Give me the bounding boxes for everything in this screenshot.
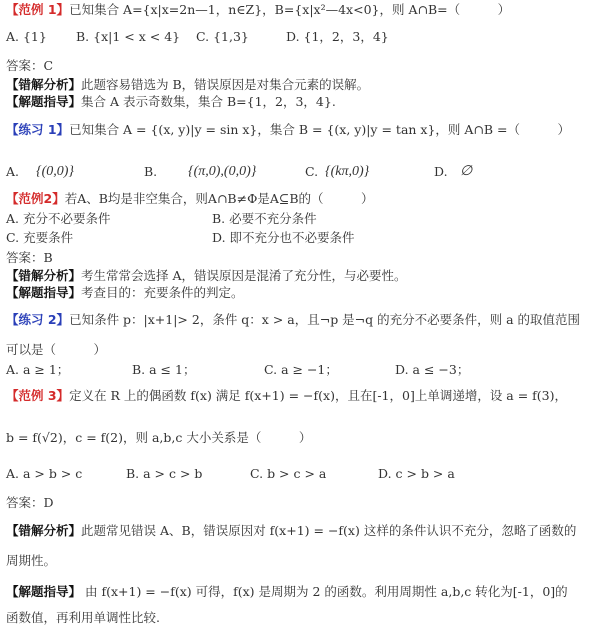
example-1-answer: 答案：C	[6, 58, 54, 73]
example-2-analysis-tag: 【错解分析】	[6, 268, 82, 283]
example-1-tag: 【范例 1】	[6, 2, 70, 17]
example-1-analysis	[6, 76, 369, 94]
practice-1-option-b: {(π,0),(0,0)}	[188, 164, 257, 179]
example-2-option-a: A. 充分不必要条件	[6, 211, 111, 226]
practice-2-question	[6, 311, 580, 329]
example-3-analysis-text: 此题常见错误 A、B，错误原因对 f(x+1) = −f(x) 这样的条件认识不充分，忽略了函数的	[81, 523, 577, 538]
example-3-text: 定义在 R 上的偶函数 f(x) 满足 f(x+1) = −f(x)，且在[-1，0]上单调递增，设 a = f(3)，	[69, 388, 568, 403]
example-2-guide-tag: 【解题指导】	[6, 285, 82, 300]
practice-2-option-b: B. a ≤ 1；	[132, 362, 196, 377]
example-3-tag: 【范例 3】	[6, 388, 70, 403]
example-1-analysis-text: 此题容易错选为 B，错误原因是对集合元素的误解。	[81, 77, 370, 92]
example-1-option-a: A. {1}	[6, 29, 47, 44]
example-2-text: 若A、B均是非空集合，则A∩B≠Φ是A⊆B的（ ）	[64, 191, 374, 206]
example-2-answer: 答案：B	[6, 250, 53, 265]
example-3-guide-text: 由 f(x+1) = −f(x) 可得，f(x) 是周期为 2 的函数。利用周期性 a,b,c 转化为[-1，0]的	[81, 584, 568, 599]
example-1-option-b: B. {x|1 < x < 4}	[76, 29, 181, 44]
practice-2-option-c: C. a ≥ −1；	[264, 362, 338, 377]
example-3-analysis-cont: 周期性。	[6, 553, 57, 568]
example-3-option-b: B. a > c > b	[126, 466, 203, 481]
example-1-guide-tag: 【解题指导】	[6, 94, 82, 109]
practice-1-option-d: ∅	[460, 164, 473, 179]
example-3-option-a: A. a > b > c	[6, 466, 83, 481]
practice-1-option-b-label: B.	[144, 164, 158, 179]
example-3-question	[6, 387, 567, 405]
practice-2-option-a: A. a ≥ 1；	[6, 362, 70, 377]
practice-1-option-d-label: D.	[434, 164, 448, 179]
example-2-analysis-text: 考生常常会选择 A，错误原因是混淆了充分性，与必要性。	[81, 268, 407, 283]
practice-2-text: 已知条件 p：|x+1|> 2，条件 q：x > a，且¬p 是¬q 的充分不必要条件，则 a 的取值范围	[69, 312, 581, 327]
practice-1-option-a-label: A.	[6, 164, 20, 179]
practice-1-tag: 【练习 1】	[6, 122, 70, 137]
practice-2-option-d: D. a ≤ −3；	[395, 362, 470, 377]
example-3-option-c: C. b > c > a	[250, 466, 327, 481]
practice-1-text: 已知集合 A = {(x, y)|y = sin x}，集合 B = {(x, y)|y = tan x}，则 A∩B =（ ）	[69, 122, 571, 137]
example-3-analysis-tag: 【错解分析】	[6, 523, 82, 538]
example-2-option-d: D. 即不充分也不必要条件	[212, 230, 355, 245]
example-3-guide-cont: 函数值，再利用单调性比较.	[6, 610, 160, 625]
practice-1-question	[6, 121, 570, 139]
example-3-question-cont: b = f(√2)，c = f(2)，则 a,b,c 大小关系是（ ）	[6, 430, 312, 445]
example-3-answer: 答案：D	[6, 495, 54, 510]
practice-2-tag: 【练习 2】	[6, 312, 70, 327]
example-3-option-d: D. c > b > a	[378, 466, 455, 481]
practice-2-question-cont: 可以是（ ）	[6, 342, 107, 357]
practice-1-option-c: {(kπ,0)}	[325, 164, 370, 179]
example-2-guide	[6, 284, 244, 302]
example-2-option-c: C. 充要条件	[6, 230, 74, 245]
example-2-option-b: B. 必要不充分条件	[212, 211, 317, 226]
example-1-option-c: C. {1,3}	[196, 29, 249, 44]
practice-1-option-a: {(0,0)}	[36, 164, 75, 179]
example-1-question	[6, 1, 510, 19]
example-2-question	[6, 190, 374, 208]
example-2-analysis	[6, 267, 407, 285]
example-3-guide-tag: 【解题指导】	[6, 584, 82, 599]
example-1-guide-text: 集合 A 表示奇数集，集合 B={1，2，3，4}.	[81, 94, 336, 109]
example-3-analysis	[6, 522, 576, 540]
example-3-guide	[6, 583, 568, 601]
example-2-tag: 【范例2】	[6, 191, 65, 206]
example-1-guide	[6, 93, 336, 111]
example-2-guide-text: 考查目的：充要条件的判定。	[81, 285, 244, 300]
example-1-option-d: D. {1，2，3，4}	[286, 29, 389, 44]
practice-1-option-c-label: C.	[305, 164, 319, 179]
example-1-analysis-tag: 【错解分析】	[6, 77, 82, 92]
example-1-text: 已知集合 A={x|x=2n—1，n∈Z}，B={x|x²—4x<0}，则 A∩B=（ ）	[69, 2, 511, 17]
